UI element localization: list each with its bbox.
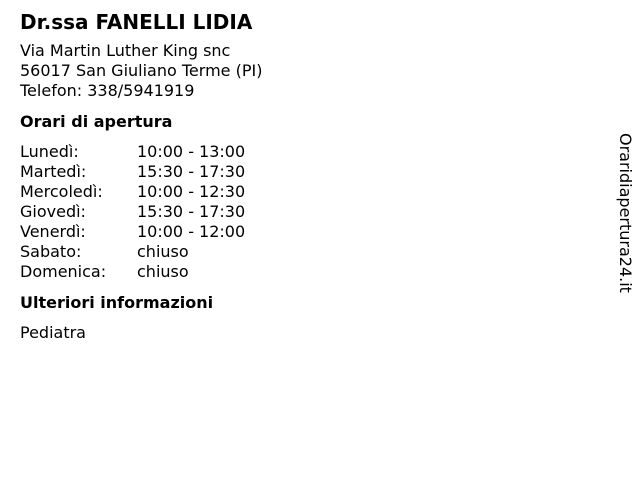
category-text: Pediatra [20, 323, 86, 342]
hours-row-tuesday [20, 162, 600, 182]
page-title: Dr.ssa FANELLI LIDIA [20, 10, 253, 34]
hours-time: 10:00 - 12:30 [137, 182, 246, 201]
hours-day: Mercoledì: [20, 182, 103, 201]
hours-row-wednesday [20, 182, 600, 202]
address-block [20, 41, 600, 101]
hours-day: Sabato: [20, 242, 82, 261]
hours-row-monday [20, 142, 600, 162]
hours-row-saturday [20, 242, 600, 262]
hours-time: 15:30 - 17:30 [137, 202, 246, 221]
opening-hours-heading: Orari di apertura [20, 112, 173, 131]
address-street: Via Martin Luther King snc [20, 41, 231, 60]
hours-day: Giovedì: [20, 202, 86, 221]
hours-day: Lunedì: [20, 142, 79, 161]
hours-time: 10:00 - 12:00 [137, 222, 246, 241]
hours-time: 15:30 - 17:30 [137, 162, 246, 181]
hours-row-friday [20, 222, 600, 242]
hours-time: chiuso [137, 262, 189, 281]
more-info-heading: Ulteriori informazioni [20, 293, 214, 312]
address-city: 56017 San Giuliano Terme (PI) [20, 61, 263, 80]
opening-hours-table [20, 142, 600, 282]
hours-row-thursday [20, 202, 600, 222]
hours-day: Martedì: [20, 162, 87, 181]
phone-number: Telefon: 338/5941919 [20, 81, 195, 100]
hours-row-sunday [20, 262, 600, 282]
hours-time: 10:00 - 13:00 [137, 142, 246, 161]
listing-card [20, 8, 600, 343]
hours-time: chiuso [137, 242, 189, 261]
site-watermark: Oraridiapertura24.it [616, 133, 635, 293]
hours-day: Venerdì: [20, 222, 86, 241]
hours-day: Domenica: [20, 262, 107, 281]
